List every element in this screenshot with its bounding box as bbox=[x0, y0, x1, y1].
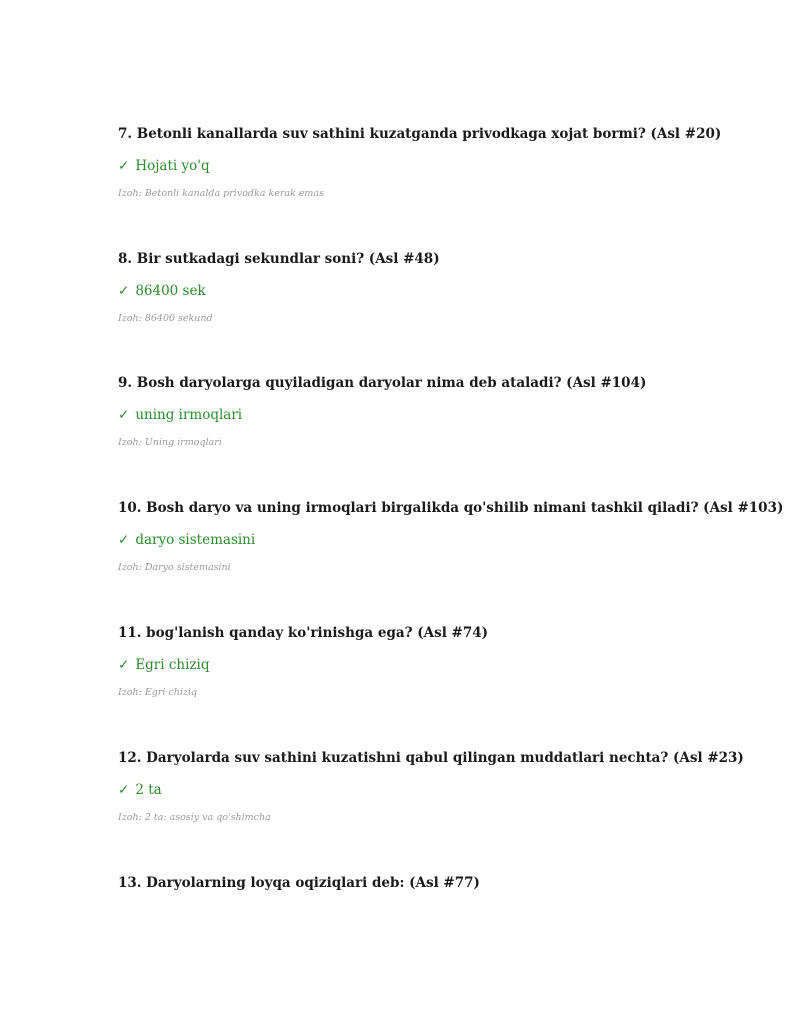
note-text: Izoh: 2 ta: asosiy va qo'shimcha bbox=[118, 812, 271, 823]
answer-text bbox=[118, 406, 758, 424]
answer-value: 2 ta bbox=[135, 782, 162, 798]
check-icon: ✓ bbox=[118, 407, 130, 423]
check-icon: ✓ bbox=[118, 657, 130, 673]
question-text: 10. Bosh daryo va uning irmoqlari birgalikda qo'shilib nimani tashkil qiladi? (Asl #103) bbox=[118, 500, 784, 516]
check-icon: ✓ bbox=[118, 532, 130, 548]
check-icon: ✓ bbox=[118, 782, 130, 798]
answer-value: Egri chiziq bbox=[135, 657, 210, 673]
question-block-9 bbox=[118, 374, 758, 450]
note-text: Izoh: Egri chiziq bbox=[118, 687, 198, 698]
question-block-11 bbox=[118, 624, 758, 700]
answer-text bbox=[118, 781, 758, 799]
question-text: 9. Bosh daryolarga quyiladigan daryolar nima deb ataladi? (Asl #104) bbox=[118, 375, 647, 391]
question-text: 13. Daryolarning loyqa oqiziqlari deb: (Asl #77) bbox=[118, 875, 480, 891]
question-text: 8. Bir sutkadagi sekundlar soni? (Asl #48) bbox=[118, 251, 440, 267]
answer-value: Hojati yo'q bbox=[135, 158, 210, 174]
answer-value: uning irmoqlari bbox=[135, 407, 243, 423]
note-text: Izoh: Betonli kanalda privodka kerak emas bbox=[118, 188, 324, 199]
answer-text bbox=[118, 656, 758, 674]
answer-value: 86400 sek bbox=[135, 283, 206, 299]
check-icon: ✓ bbox=[118, 283, 130, 299]
answer-text bbox=[118, 282, 758, 300]
check-icon: ✓ bbox=[118, 158, 130, 174]
question-block-13 bbox=[118, 874, 758, 892]
note-text: Izoh: Uning irmoqlari bbox=[118, 437, 222, 448]
note-text: Izoh: Daryo sistemasini bbox=[118, 562, 231, 573]
question-text: 12. Daryolarda suv sathini kuzatishni qabul qilingan muddatlari nechta? (Asl #23) bbox=[118, 750, 744, 766]
question-block-10 bbox=[118, 499, 784, 575]
answer-text bbox=[118, 531, 758, 549]
question-block-8 bbox=[118, 250, 758, 326]
question-text: 7. Betonli kanallarda suv sathini kuzatganda privodkaga xojat bormi? (Asl #20) bbox=[118, 126, 722, 142]
question-block-7 bbox=[118, 125, 758, 201]
question-block-12 bbox=[118, 749, 758, 825]
note-text: Izoh: 86400 sekund bbox=[118, 313, 213, 324]
answer-value: daryo sistemasini bbox=[135, 532, 256, 548]
answer-text bbox=[118, 157, 758, 175]
question-text: 11. bog'lanish qanday ko'rinishga ega? (Asl #74) bbox=[118, 625, 489, 641]
